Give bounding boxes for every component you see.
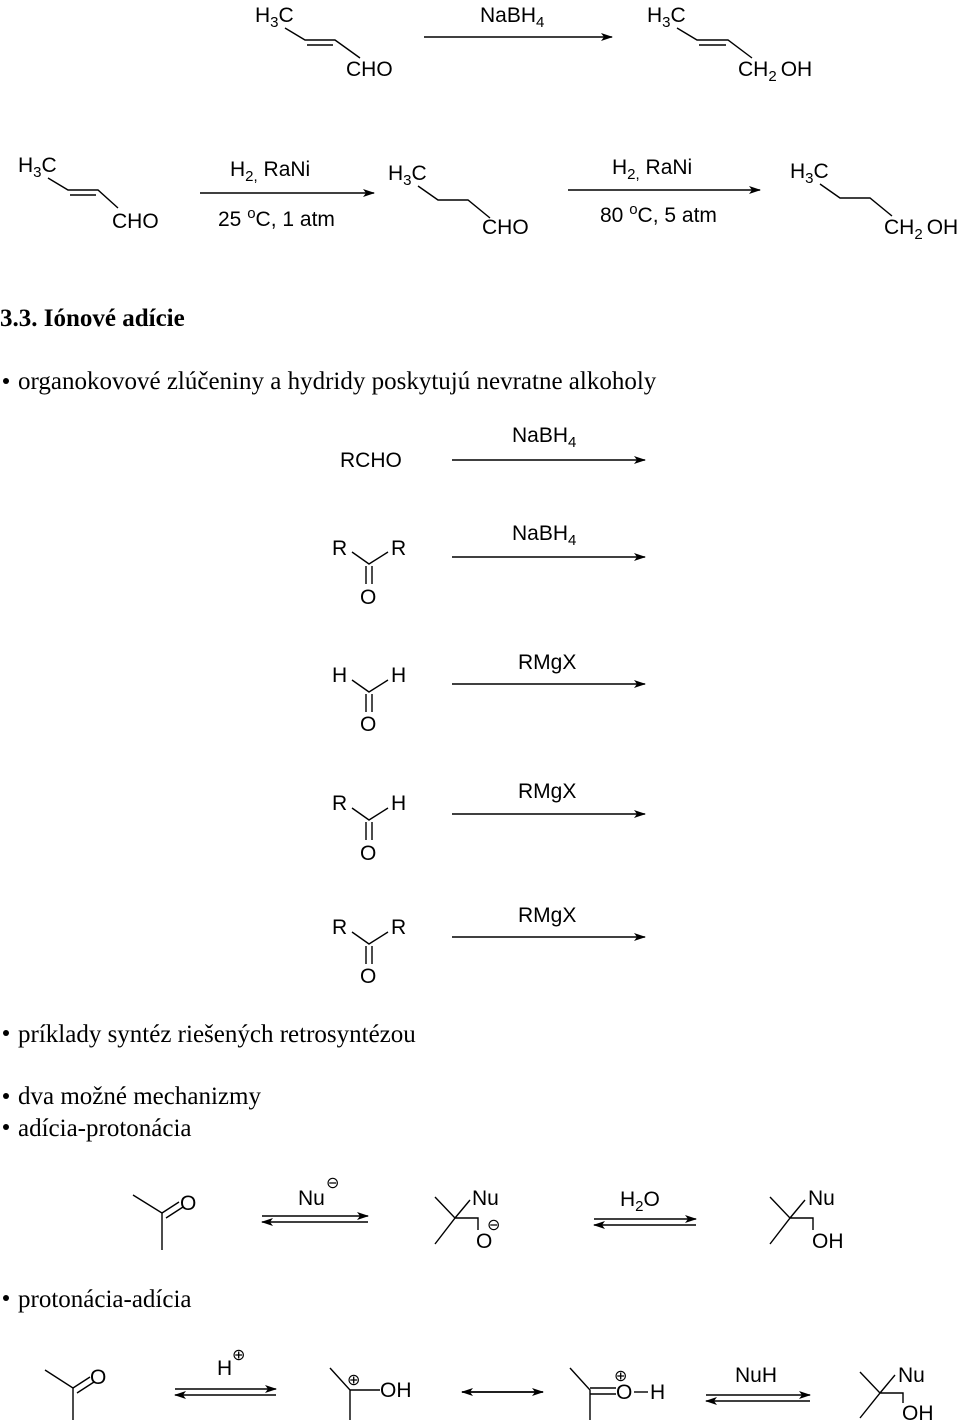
aldehyde-structure	[332, 792, 406, 865]
svg-text:25 oC, 1 atm: 25 $^o$C, 1 atm	[218, 205, 335, 231]
svg-text:⊖: ⊖	[326, 1175, 340, 1192]
svg-text:H: H	[650, 1381, 666, 1404]
svg-text:Nu: Nu	[472, 1187, 499, 1210]
svg-text:CHO: CHO	[346, 58, 393, 81]
svg-text:⊕: ⊕	[232, 1347, 246, 1364]
alkoxide-intermediate	[435, 1187, 500, 1253]
nucleophile-h-label	[735, 1364, 777, 1387]
reaction-ketone-nabh4	[332, 522, 645, 609]
substrate-crotonaldehyde	[255, 4, 393, 81]
svg-text:H2, RaNi: $H_{2,}$ RaNi	[612, 156, 693, 183]
svg-text:protonácia-adícia: protonácia-adícia	[18, 1286, 192, 1313]
svg-text:CH2OH: $CH_2$ OH	[738, 58, 813, 85]
substrate-crotonaldehyde-2	[18, 154, 159, 233]
svg-text:OH: OH	[812, 1230, 844, 1253]
svg-text:R: R	[332, 916, 348, 939]
svg-text:H3C: $H_3C$	[18, 154, 57, 181]
svg-text:R: R	[391, 916, 407, 939]
svg-text:CHO: CHO	[482, 216, 529, 239]
product-butanol	[790, 160, 958, 243]
svg-text:NaBH4: NaBH$_4$	[512, 522, 577, 549]
svg-text:RMgX: RMgX	[518, 651, 577, 674]
svg-text:CH2OH: $CH_2$ OH	[884, 216, 959, 243]
svg-text:O: O	[476, 1230, 493, 1253]
svg-text:R: R	[391, 537, 407, 560]
svg-text:adícia-protonácia: adícia-protonácia	[18, 1115, 192, 1142]
svg-text:H3C: $H_3C$	[647, 4, 686, 31]
svg-text:RMgX: RMgX	[518, 904, 577, 927]
svg-text:Nu: Nu	[298, 1187, 325, 1210]
svg-text:Nu: Nu	[898, 1364, 925, 1387]
oxocarbenium-cation	[330, 1368, 412, 1420]
svg-text:R: R	[332, 792, 348, 815]
equilibrium-arrows	[594, 1219, 696, 1225]
mechanism-addition-protonation	[133, 1175, 844, 1253]
product-crotyl-alcohol	[647, 4, 812, 85]
svg-text:NaBH4: NaBH$_4$	[512, 424, 577, 451]
svg-text:80 oC, 5 atm: 80 $^o$C, 5 atm	[600, 201, 717, 227]
svg-text:H2, RaNi: $H_{2,}$ RaNi	[230, 158, 311, 185]
svg-text:RCHO: RCHO	[340, 449, 402, 472]
svg-text:OH: OH	[902, 1402, 934, 1423]
reaction-formaldehyde-rmgx	[332, 651, 645, 736]
svg-text:O: O	[90, 1366, 107, 1389]
svg-text:organokovové zlúčeniny a hydri: organokovové zlúčeniny a hydridy poskytujú nevratne alkoholy	[18, 368, 657, 395]
ketone-skeletal	[133, 1192, 196, 1250]
protonated-carbonyl	[570, 1368, 665, 1420]
svg-text:O: O	[180, 1192, 197, 1215]
equilibrium-arrows	[706, 1395, 810, 1401]
mechanism-protonation-addition	[45, 1347, 934, 1423]
svg-text:O: O	[616, 1381, 633, 1404]
svg-text:R: R	[332, 537, 348, 560]
svg-text:príklady syntéz riešených retr: príklady syntéz riešených retrosyntézou	[18, 1021, 416, 1048]
bullet-item	[3, 368, 657, 395]
svg-text:O: O	[360, 965, 377, 988]
formaldehyde-structure	[332, 664, 406, 736]
ketone-structure-2	[332, 916, 406, 988]
svg-text:Nu: Nu	[808, 1187, 835, 1210]
alcohol-product	[770, 1187, 844, 1253]
svg-text:H3C: $H_3C$	[790, 160, 829, 187]
equilibrium-arrows	[175, 1389, 276, 1395]
svg-text:H2O: $H_2O$	[620, 1188, 660, 1215]
alcohol-product-2	[860, 1364, 934, 1423]
svg-text:H: H	[391, 792, 407, 815]
bullet-item	[3, 1021, 416, 1048]
equilibrium-arrows	[262, 1216, 368, 1222]
bullet-item	[3, 1286, 192, 1313]
proton-label	[217, 1347, 245, 1380]
svg-text:H: H	[332, 664, 348, 687]
bullet-item	[3, 1083, 261, 1110]
nucleophile-label	[298, 1175, 339, 1210]
svg-text:NuH: NuH	[735, 1364, 778, 1387]
svg-text:⊕: ⊕	[347, 1372, 361, 1389]
bullet-item	[3, 1115, 192, 1142]
svg-text:O: O	[360, 713, 377, 736]
svg-text:dva možné mechanizmy: dva možné mechanizmy	[18, 1083, 261, 1110]
svg-text:OH: OH	[380, 1379, 412, 1402]
section-heading: 3.3. Iónové adície	[0, 305, 185, 332]
ketone-skeletal-2	[45, 1366, 106, 1420]
svg-text:H3C: $H_3C$	[388, 162, 427, 189]
condition-2	[600, 156, 717, 227]
svg-text:⊖: ⊖	[487, 1217, 501, 1234]
svg-text:H: H	[391, 664, 407, 687]
reagent-nabh4	[480, 4, 544, 31]
svg-text:O: O	[360, 842, 377, 865]
svg-text:CHO: CHO	[112, 210, 159, 233]
reaction-rcho-nabh4	[340, 424, 645, 472]
scheme-hydrogenation	[18, 154, 958, 243]
svg-text:H: H	[217, 1357, 233, 1380]
svg-text:NaBH4: NaBH$_4$	[480, 4, 545, 31]
reaction-aldehyde-rmgx	[332, 780, 645, 865]
svg-text:RMgX: RMgX	[518, 780, 577, 803]
svg-text:O: O	[360, 586, 377, 609]
water-reagent	[620, 1188, 660, 1215]
condition-1	[218, 158, 335, 231]
reaction-ketone-rmgx	[332, 904, 645, 988]
svg-text:H3C: $H_3C$	[255, 4, 294, 31]
intermediate-butanal	[388, 162, 529, 239]
ketone-structure	[332, 537, 406, 609]
scheme-crotonaldehyde-nabh4	[255, 4, 812, 85]
svg-text:⊕: ⊕	[614, 1368, 628, 1385]
